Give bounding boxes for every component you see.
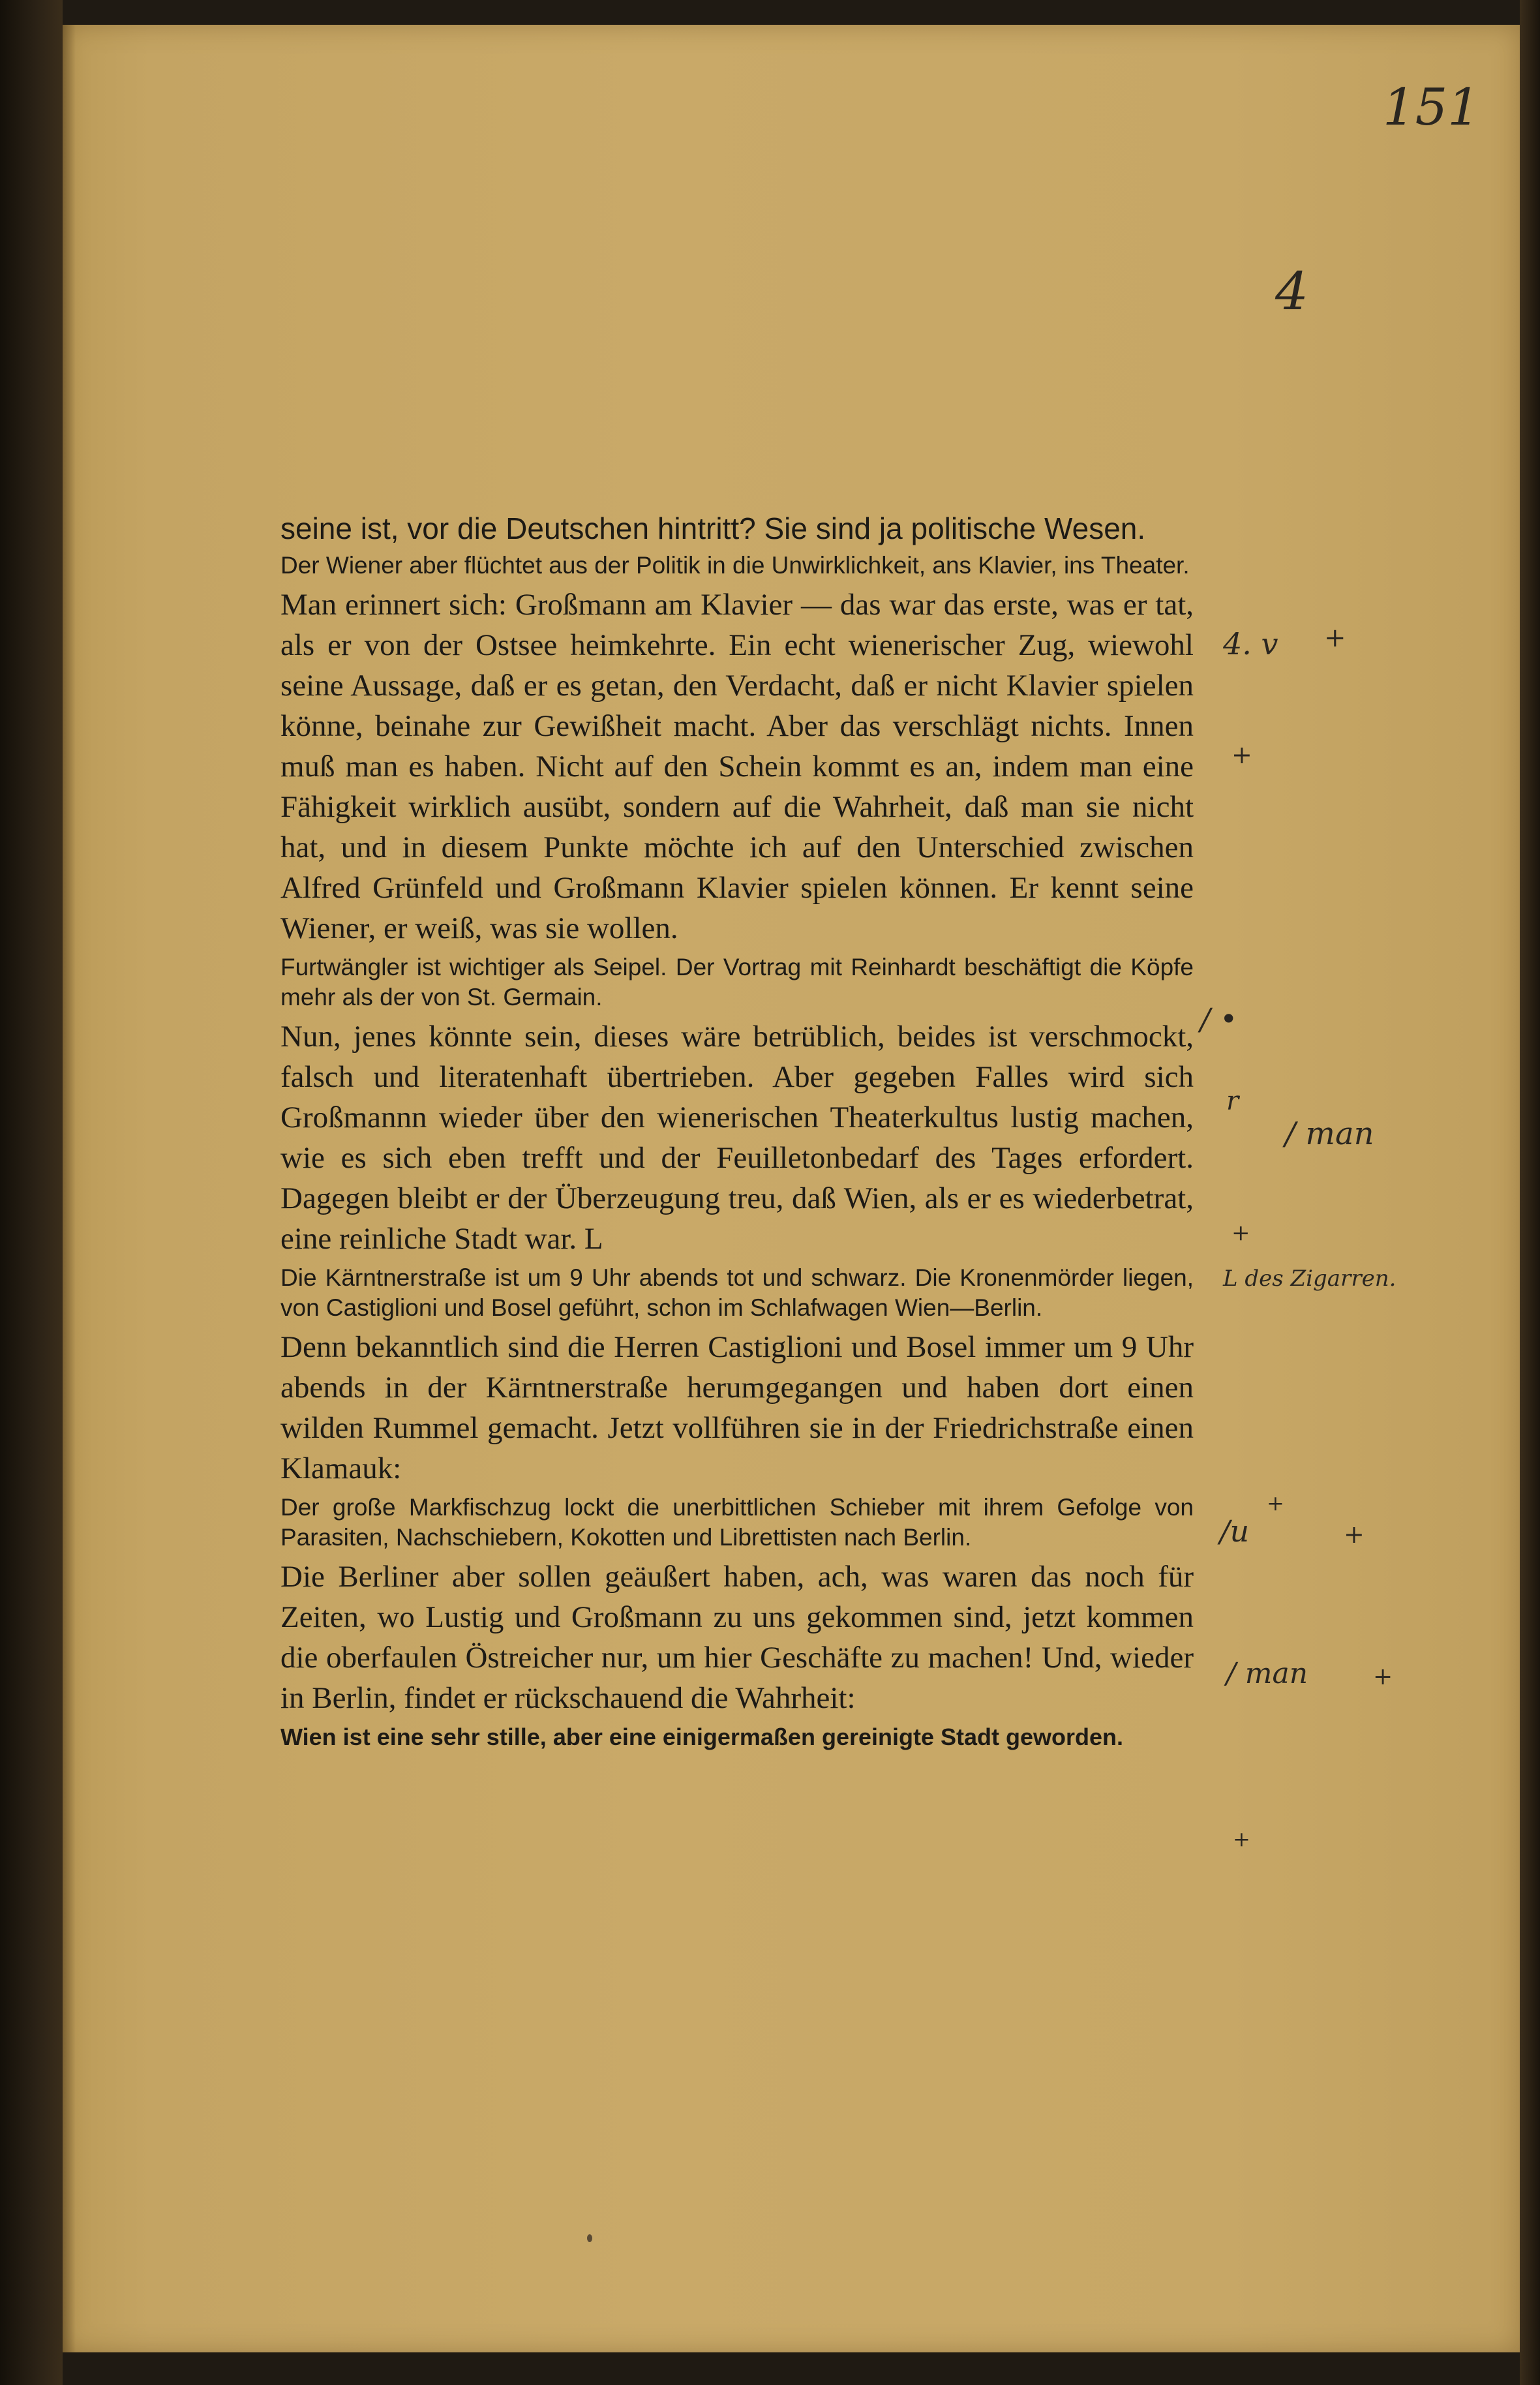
margin-note-5: L des Zigarren.	[1223, 1266, 1397, 1292]
margin-note-6: /u	[1220, 1513, 1250, 1549]
margin-note-2: / •	[1200, 1001, 1238, 1037]
paper-speck	[587, 2234, 592, 2242]
margin-note-1: 4. v	[1223, 626, 1278, 661]
text-line-1: seine ist, vor die Deutschen hintritt? Sie sind ja politische Wesen.	[280, 511, 1146, 545]
book-cover-right	[1520, 0, 1540, 2385]
quote-3: Die Kärntnerstraße ist um 9 Uhr abends tot und schwarz. Die Kronenmörder liegen, von Castiglioni und Bosel geführt, schon im Schlafwagen Wien—Berlin.	[280, 1264, 1194, 1321]
margin-plus-4: +	[1267, 1491, 1284, 1515]
margin-plus-5: +	[1344, 1520, 1365, 1549]
page-number: 151	[1383, 78, 1480, 137]
paragraph-1: Man erinnert sich: Großmann am Klavier — das war das erste, was er tat, als er von der Ostsee heimkehrte. Ein echt wienerischer Zug, wiewohl seine Aussage, daß er es getan, den Verdacht, daß er nicht Klavier spielen könne, beinahe zur Gewißheit macht. Aber das verschlägt nichts. Innen muß man es haben. Nicht auf den Schein kommt es an, indem man eine Fähigkeit wirklich ausübt, sondern auf die Wahrheit, daß man sie nicht hat, und in diesem Punkte möchte ich auf den Unterschied zwischen Alfred Grünfeld und Großmann Klavier spielen können. Er kennt seine Wiener, er weiß, was sie wollen.	[280, 588, 1194, 945]
margin-note-3: r	[1226, 1086, 1239, 1116]
margin-plus-2: +	[1231, 740, 1252, 769]
quote-5: Wien ist eine sehr stille, aber eine einigermaßen gereinigte Stadt geworden.	[280, 1724, 1124, 1750]
paragraph-3: Denn bekanntlich sind die Herren Castiglioni und Bosel immer um 9 Uhr abends in der Kärntnerstraße herumgegangen und haben dort einen wilden Rummel gemacht. Jetzt vollführen sie in der Friedrichstraße einen Klamauk:	[280, 1330, 1194, 1485]
paragraph-2: Nun, jenes könnte sein, dieses wäre betrüblich, beides ist verschmockt, falsch und literatenhaft übertrieben. Aber gegeben Falles wird sich Großmannn wieder über den wienerischen Theaterkultus lustig machen, wie es sich eben trefft und der Feuilletonbedarf des Tages erfordert. Dagegen bleibt er der Überzeugung treu, daß Wien, als er es wiederbetrat, eine reinliche Stadt war. L	[280, 1020, 1194, 1256]
margin-numeral: 4	[1275, 261, 1308, 322]
book-cover-left	[0, 0, 63, 2385]
margin-note-4: / man	[1285, 1116, 1374, 1152]
margin-note-7: / man	[1226, 1657, 1308, 1690]
printed-text	[280, 509, 1194, 1752]
margin-plus-1: +	[1324, 623, 1346, 653]
quote-2: Furtwängler ist wichtiger als Seipel. Der Vortrag mit Reinhardt beschäftigt die Köpfe mehr als der von St. Germain.	[280, 954, 1194, 1010]
paragraph-4: Die Berliner aber sollen geäußert haben, ach, was waren das noch für Zeiten, wo Lustig und Großmann zu uns gekommen sind, jetzt kommen die oberfaulen Östreicher nur, um hier Geschäfte zu machen! Und, wieder in Berlin, findet er rückschauend die Wahrheit:	[280, 1560, 1194, 1715]
quote-1: Der Wiener aber flüchtet aus der Politik in die Unwirklichkeit, ans Klavier, ins Theater.	[280, 552, 1190, 579]
margin-plus-6: +	[1373, 1663, 1393, 1690]
page-gutter	[63, 25, 76, 2352]
margin-plus-3: +	[1231, 1220, 1250, 1246]
quote-4: Der große Markfischzug lockt die unerbittlichen Schieber mit ihrem Gefolge von Parasiten, Nachschiebern, Kokotten und Librettisten nach Berlin.	[280, 1494, 1194, 1551]
margin-plus-7: +	[1233, 1827, 1250, 1851]
